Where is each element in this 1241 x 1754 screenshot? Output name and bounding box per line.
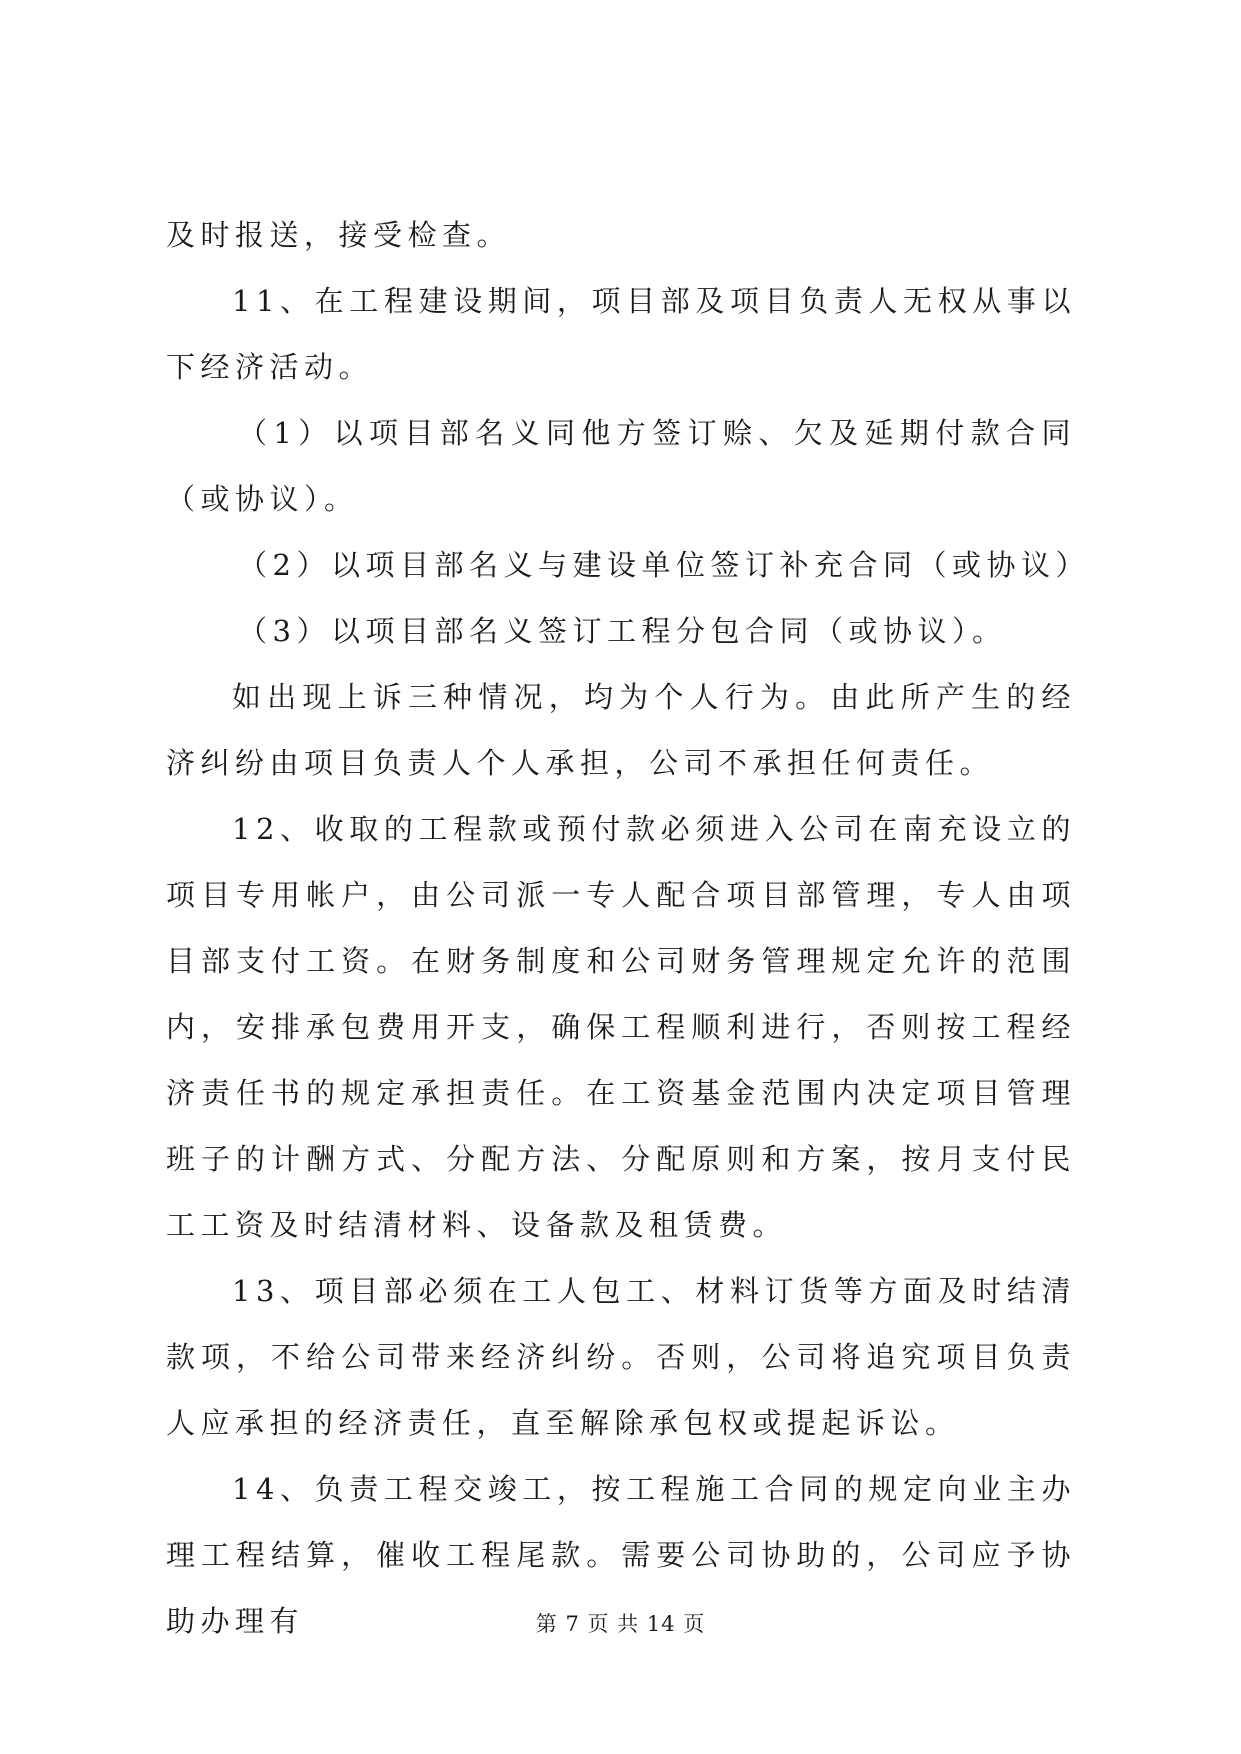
paragraph-item-11: 11、在工程建设期间，项目部及项目负责人无权从事以下经济活动。 bbox=[166, 284, 1076, 384]
document-body bbox=[166, 202, 1090, 1654]
paragraph-continuation: 及时报送，接受检查。 bbox=[166, 218, 512, 252]
page-number-footer: 第 7 页 共 14 页 bbox=[535, 1612, 706, 1636]
paragraph-item-12: 12、收取的工程款或预付款必须进入公司在南充设立的项目专用帐户，由公司派一专人配合项目部管理，专人由项目部支付工资。在财务制度和公司财务管理规定允许的范围内，安排承包费用开支，确保工程顺利进行，否则按工程经济责任书的规定承担责任。在工资基金范围内决定项目管理班子的计酬方式、分配方法、分配原则和方案，按月支付民工工资及时结清材料、设备款及租赁费。 bbox=[166, 812, 1076, 1242]
paragraph-note: 如出现上诉三种情况，均为个人行为。由此所产生的经济纠纷由项目负责人个人承担，公司不承担任何责任。 bbox=[166, 680, 1076, 780]
paragraph-subitem-2: （2）以项目部名义与建设单位签订补充合同（或协议） bbox=[238, 548, 1090, 582]
paragraph-subitem-1: （1）以项目部名义同他方签订赊、欠及延期付款合同（或协议）。 bbox=[166, 416, 1076, 516]
paragraph-item-14: 14、负责工程交竣工，按工程施工合同的规定向业主办理工程结算，催收工程尾款。需要公司协助的，公司应予协助办理有 bbox=[166, 1472, 1076, 1638]
paragraph-subitem-3: （3）以项目部名义签订工程分包合同（或协议）。 bbox=[238, 614, 1007, 648]
paragraph-item-13: 13、项目部必须在工人包工、材料订货等方面及时结清款项，不给公司带来经济纠纷。否则，公司将追究项目负责人应承担的经济责任，直至解除承包权或提起诉讼。 bbox=[166, 1274, 1076, 1440]
